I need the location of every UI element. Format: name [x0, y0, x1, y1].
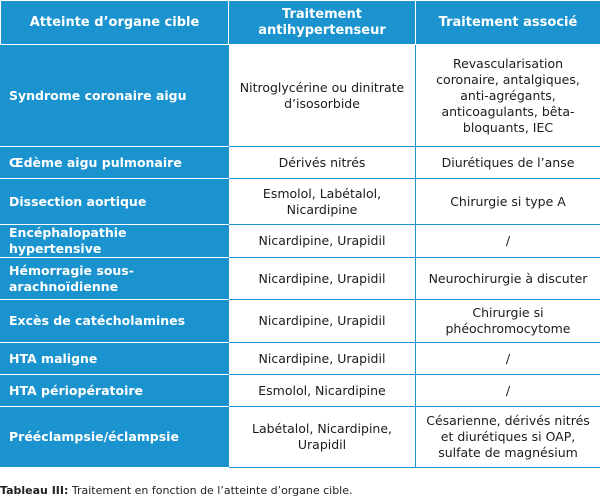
cell-antihypertensive: Esmolol, Labétalol, Nicardipine	[229, 179, 416, 225]
cell-associated: Revascularisation coronaire, antalgiques, anti-agrégants, anticoagulants, bêta-bloquants, IEC	[416, 45, 600, 147]
cell-organ: HTA périopératoire	[1, 375, 229, 407]
caption-label: Tableau III:	[0, 484, 69, 497]
cell-associated: Neurochirurgie à discuter	[416, 258, 600, 300]
table-row	[1, 300, 600, 343]
cell-antihypertensive: Labétalol, Nicardipine, Urapidil	[229, 407, 416, 468]
cell-associated: /	[416, 225, 600, 258]
table-caption	[0, 484, 353, 498]
table-row	[1, 258, 600, 300]
cell-organ: Prééclampsie/éclampsie	[1, 407, 229, 468]
header-organ-target: Atteinte d’organe cible	[1, 1, 229, 45]
cell-associated: /	[416, 375, 600, 407]
table-row	[1, 45, 600, 147]
table-row	[1, 407, 600, 468]
table-row	[1, 343, 600, 375]
cell-associated: Chirurgie si type A	[416, 179, 600, 225]
cell-antihypertensive: Nicardipine, Urapidil	[229, 225, 416, 258]
table-row	[1, 225, 600, 258]
cell-associated: Chirurgie si phéochromocytome	[416, 300, 600, 343]
table-row	[1, 375, 600, 407]
header-associated-treatment: Traitement associé	[416, 1, 600, 45]
cell-antihypertensive: Dérivés nitrés	[229, 147, 416, 179]
cell-organ: Dissection aortique	[1, 179, 229, 225]
cell-organ: Hémorragie sous-arachnoïdienne	[1, 258, 229, 300]
cell-associated: /	[416, 343, 600, 375]
cell-associated: Césarienne, dérivés nitrés et diurétiques si OAP, sulfate de magnésium	[416, 407, 600, 468]
cell-associated: Diurétiques de l’anse	[416, 147, 600, 179]
cell-organ: Excès de catécholamines	[1, 300, 229, 343]
cell-antihypertensive: Esmolol, Nicardipine	[229, 375, 416, 407]
cell-antihypertensive: Nicardipine, Urapidil	[229, 258, 416, 300]
header-antihypertensive-treatment: Traitement antihypertenseur	[229, 1, 416, 45]
table-row	[1, 179, 600, 225]
header-row	[1, 1, 600, 45]
cell-organ: Syndrome coronaire aigu	[1, 45, 229, 147]
cell-antihypertensive: Nitroglycérine ou dinitrate d’isosorbide	[229, 45, 416, 147]
cell-antihypertensive: Nicardipine, Urapidil	[229, 300, 416, 343]
cell-organ: HTA maligne	[1, 343, 229, 375]
cell-organ: Œdème aigu pulmonaire	[1, 147, 229, 179]
cell-antihypertensive: Nicardipine, Urapidil	[229, 343, 416, 375]
cell-organ: Encéphalopathie hypertensive	[1, 225, 229, 258]
table-row	[1, 147, 600, 179]
caption-text: Traitement en fonction de l’atteinte d’organe cible.	[68, 484, 353, 497]
